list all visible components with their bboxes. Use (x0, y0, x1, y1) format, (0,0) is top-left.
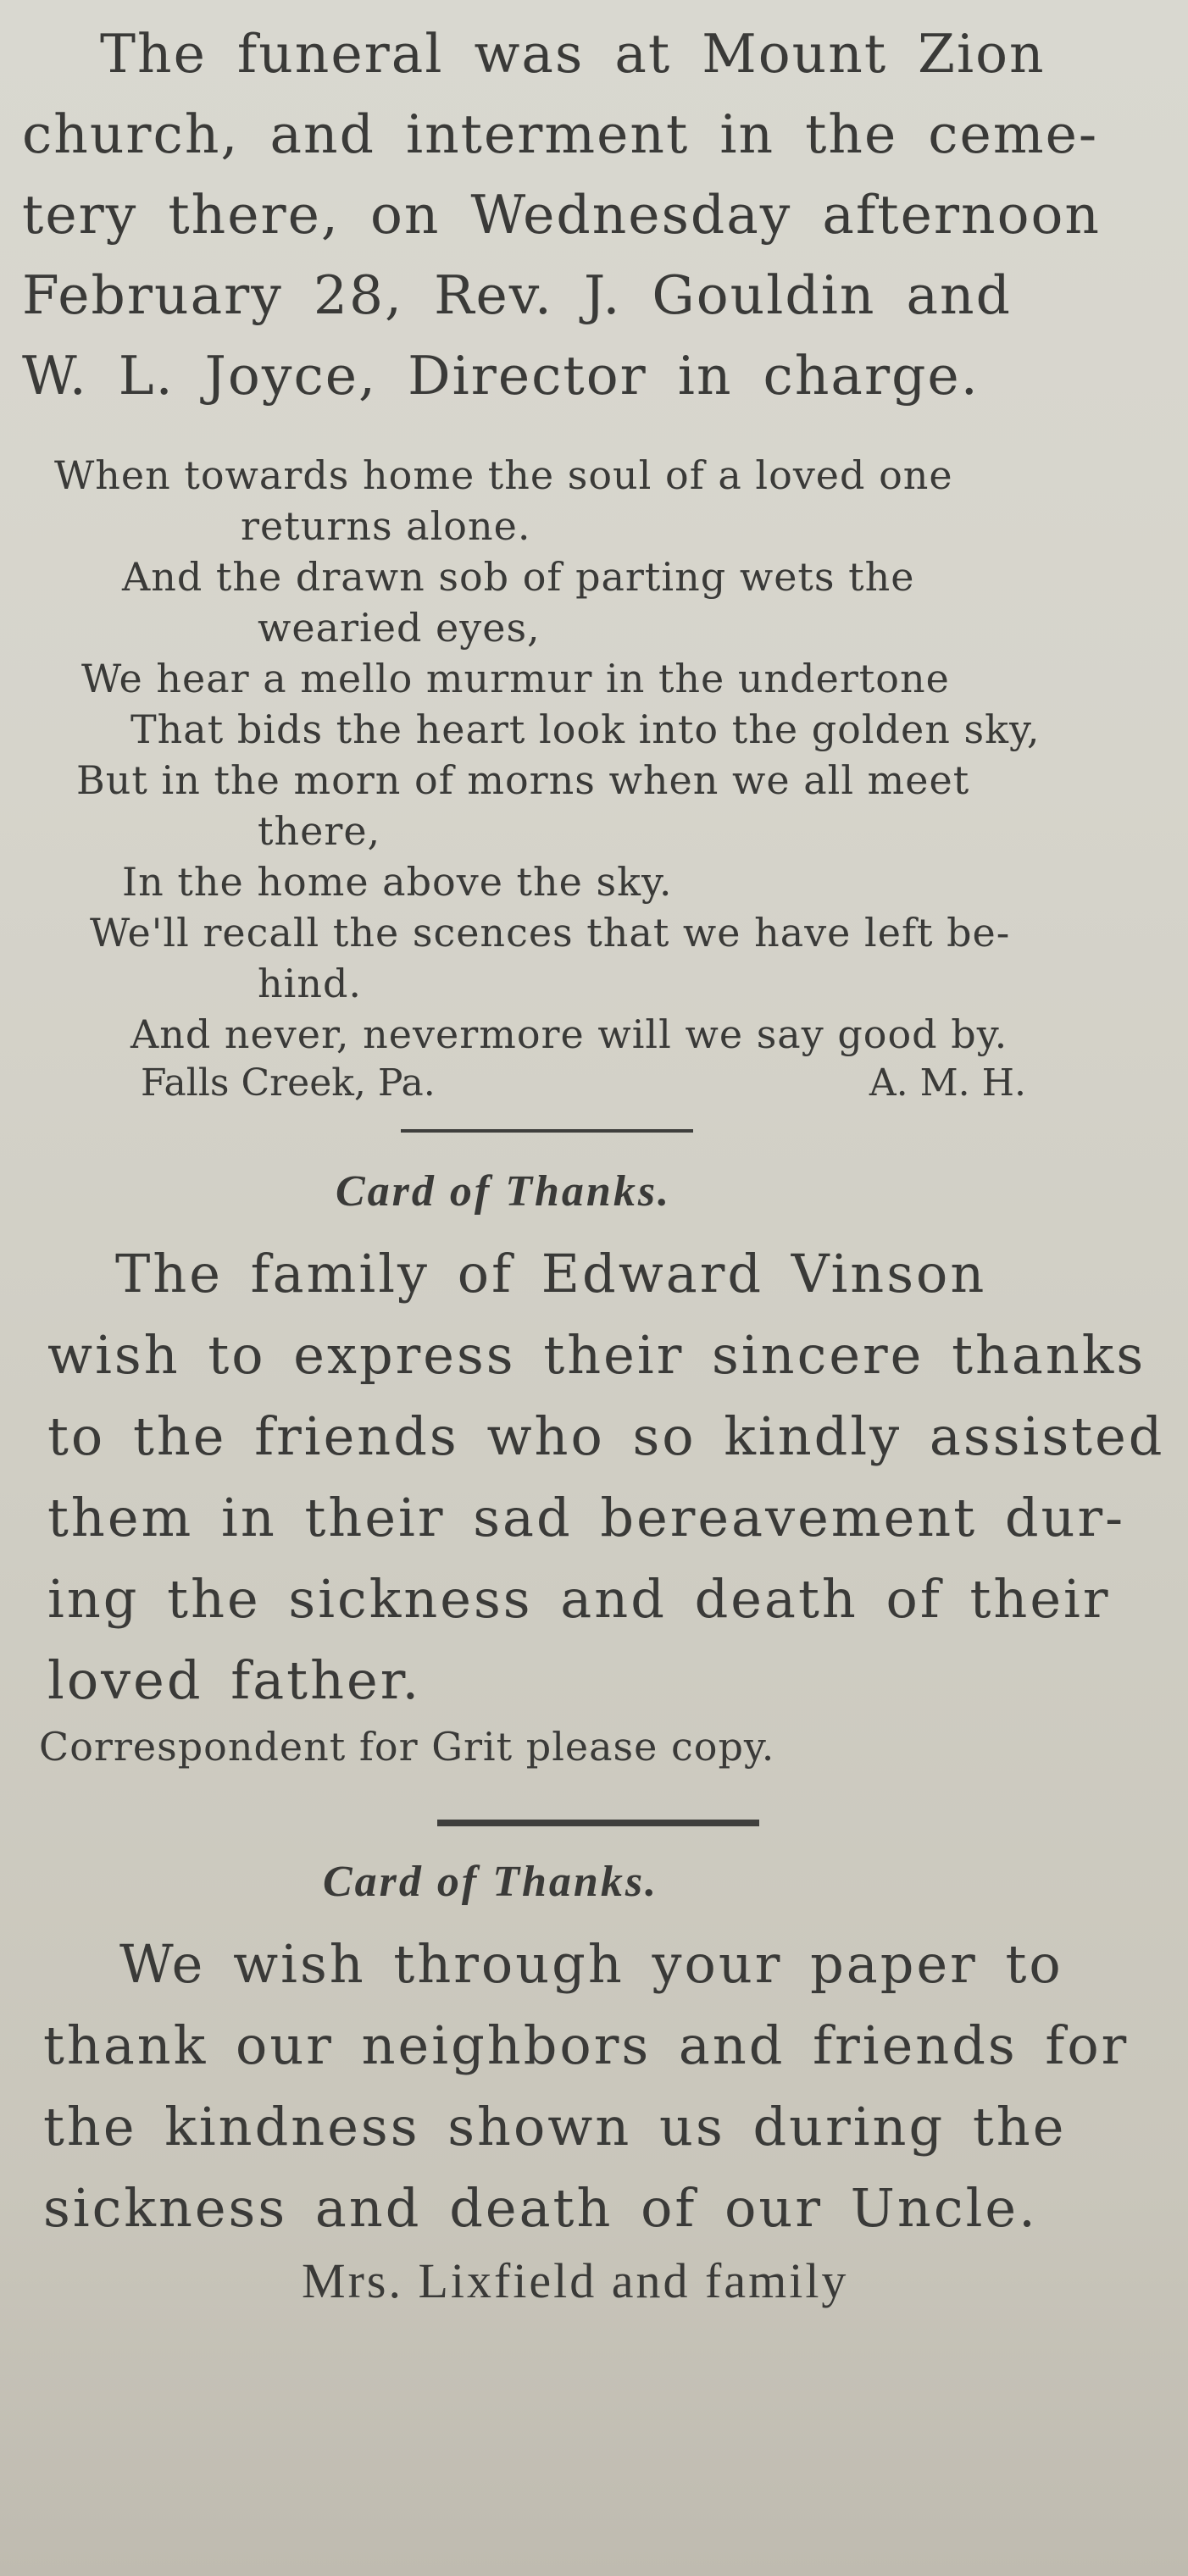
divider (437, 1820, 759, 1826)
text-line: church, and interment in the ceme- (22, 103, 1099, 165)
poem-line: In the home above the sky. (122, 859, 673, 905)
text-line: to the friends who so kindly assisted (47, 1405, 1165, 1467)
text-line: the kindness shown us during the (43, 2096, 1067, 2158)
poem-line: But in the morn of morns when we all meet (76, 757, 970, 803)
correspondent-note: Correspondent for Grit please copy. (39, 1724, 775, 1770)
poem-initials: A. M. H. (869, 1061, 1026, 1105)
poem-line: hind. (258, 961, 363, 1006)
newspaper-clipping (22, 14, 1165, 2309)
card-of-thanks-body (22, 1924, 1153, 2249)
divider (401, 1129, 693, 1133)
poem-line: returns alone. (241, 503, 531, 549)
card-of-thanks-body (22, 1233, 1165, 1721)
text-line: We wish through your paper to (119, 1933, 1063, 1995)
text-line: loved father. (47, 1649, 422, 1711)
poem-line: wearied eyes, (258, 605, 541, 651)
poem (22, 450, 1153, 1060)
text-line: thank our neighbors and friends for (43, 2014, 1130, 2076)
poem-line: And never, nevermore will we say good by. (130, 1011, 1008, 1057)
text-line: wish to express their sincere thanks (47, 1324, 1146, 1386)
text-line: W. L. Joyce, Director in charge. (22, 345, 980, 407)
card-of-thanks-heading: Card of Thanks. (323, 1858, 659, 1906)
poem-line: We hear a mello murmur in the undertone (81, 656, 950, 701)
poem-place: Falls Creek, Pa. (141, 1061, 436, 1105)
card-of-thanks-heading: Card of Thanks. (336, 1167, 672, 1216)
obituary-paragraph (22, 14, 1153, 416)
poem-line: And the drawn sob of parting wets the (122, 554, 915, 600)
poem-line: That bids the heart look into the golden sky, (130, 706, 1041, 752)
poem-attribution (22, 1060, 1153, 1107)
text-line: February 28, Rev. J. Gouldin and (22, 264, 1012, 326)
text-line: sickness and death of our Uncle. (43, 2177, 1038, 2239)
text-line: tery there, on Wednesday afternoon (22, 184, 1102, 246)
text-line: The funeral was at Mount Zion (100, 23, 1046, 85)
text-line: ing the sickness and death of their (47, 1568, 1111, 1630)
text-line: them in their sad bereavement dur- (47, 1487, 1126, 1548)
poem-line: there, (258, 808, 381, 854)
poem-line: When towards home the soul of a loved one (54, 452, 953, 498)
text-line: The family of Edward Vinson (115, 1243, 987, 1305)
signature: Mrs. Lixfield and family (302, 2253, 849, 2308)
poem-line: We'll recall the scences that we have left be- (90, 910, 1011, 956)
